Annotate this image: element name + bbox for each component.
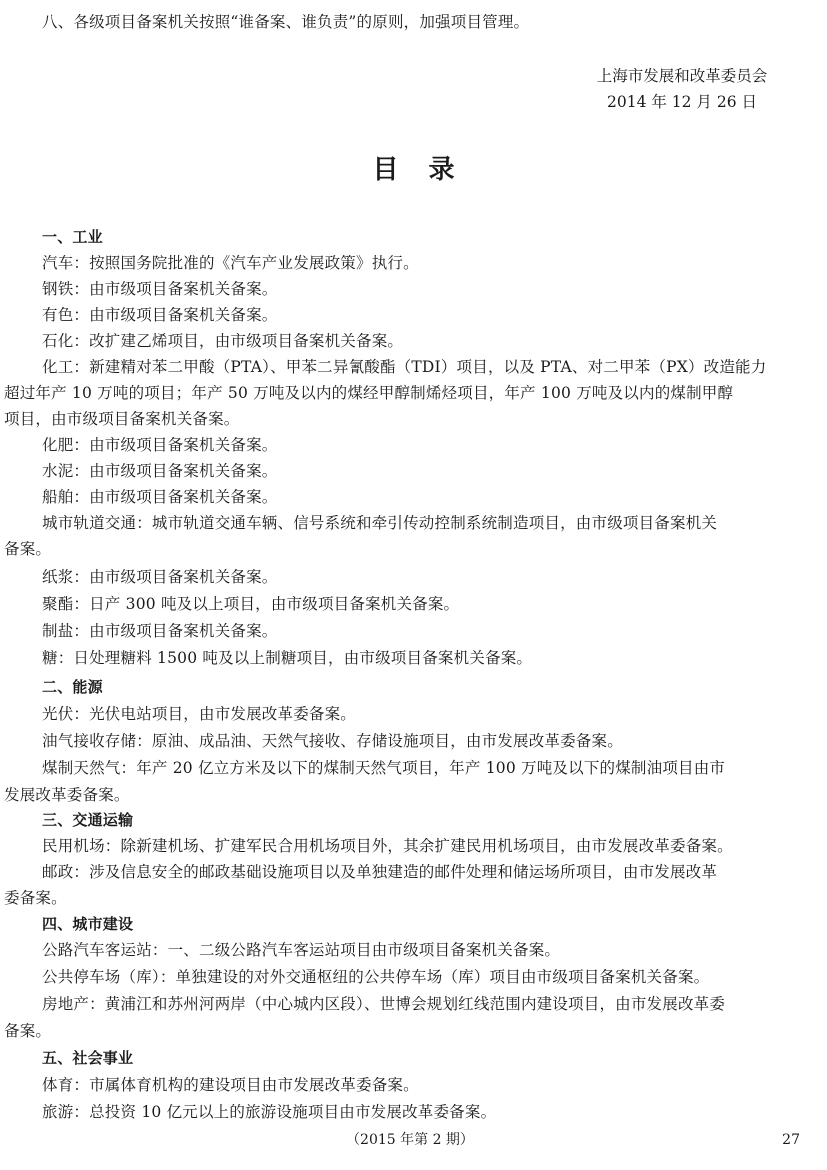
item-postal-line2: 委备案。 <box>4 889 67 907</box>
item-pulp: 纸浆：由市级项目备案机关备案。 <box>42 568 278 586</box>
item-rail-line1: 城市轨道交通：城市轨道交通车辆、信号系统和牵引传动控制系统制造项目，由市级项目备案机关 <box>42 514 718 532</box>
item-sugar: 糖：日处理糖料 1500 吨及以上制糖项目，由市级项目备案机关备案。 <box>42 649 533 667</box>
item-sports: 体育：市属体育机构的建设项目由市发展改革委备案。 <box>42 1076 419 1094</box>
footer-issue: （2015 年第 2 期） <box>346 1132 474 1148</box>
item-steel: 钢铁：由市级项目备案机关备案。 <box>42 280 278 298</box>
item-fertilizer: 化肥：由市级项目备案机关备案。 <box>42 436 278 454</box>
item-coal-gas-line1: 煤制天然气：年产 20 亿立方米及以下的煤制天然气项目，年产 100 万吨及以下的煤制油项目由市 <box>42 759 726 777</box>
item-coal-gas-line2: 发展改革委备案。 <box>4 786 130 804</box>
item-ship: 船舶：由市级项目备案机关备案。 <box>42 488 278 506</box>
item-polyester: 聚酯：日产 300 吨及以上项目，由市级项目备案机关备案。 <box>42 595 460 613</box>
section-heading-industry: 一、工业 <box>42 228 103 246</box>
item-cement: 水泥：由市级项目备案机关备案。 <box>42 462 278 480</box>
item-solar: 光伏：光伏电站项目，由市发展改革委备案。 <box>42 705 357 723</box>
item-realestate-line2: 备案。 <box>4 1022 52 1040</box>
item-salt: 制盐：由市级项目备案机关备案。 <box>42 622 278 640</box>
item-rail-line2: 备案。 <box>4 540 52 558</box>
section-heading-social: 五、社会事业 <box>42 1049 134 1067</box>
section-heading-transport: 三、交通运输 <box>42 811 134 829</box>
item-chem-line2: 超过年产 10 万吨的项目；年产 50 万吨及以内的煤经甲醇制烯烃项目，年产 100 万吨及以内的煤制甲醇 <box>4 384 734 402</box>
item-realestate-line1: 房地产：黄浦江和苏州河两岸（中心城内区段）、世博会规划红线范围内建设项目，由市发展改革委 <box>42 995 726 1013</box>
signature-date: 2014 年 12 月 26 日 <box>606 93 758 111</box>
section-heading-urban: 四、城市建设 <box>42 915 134 933</box>
item-airport: 民用机场：除新建机场、扩建军民合用机场项目外，其余扩建民用机场项目，由市发展改革委备案。 <box>42 837 733 855</box>
item-postal-line1: 邮政：涉及信息安全的邮政基础设施项目以及单独建造的邮件处理和储运场所项目，由市发展改革 <box>42 863 718 881</box>
intro-item: 八、各级项目备案机关按照“谁备案、谁负责”的原则，加强项目管理。 <box>42 13 530 31</box>
item-parking: 公共停车场（库）：单独建设的对外交通枢纽的公共停车场（库）项目由市级项目备案机关备案。 <box>42 968 710 986</box>
item-bus-station: 公路汽车客运站：一、二级公路汽车客运站项目由市级项目备案机关备案。 <box>42 941 561 959</box>
footer-page-number: 27 <box>782 1132 800 1148</box>
item-petrochem: 石化：改扩建乙烯项目，由市级项目备案机关备案。 <box>42 332 404 350</box>
item-chem-line1: 化工：新建精对苯二甲酸（PTA）、甲苯二异氰酸酯（TDI）项目，以及 PTA、对二甲苯（PX）改造能力 <box>42 358 767 376</box>
signature-org: 上海市发展和改革委员会 <box>596 67 768 85</box>
section-heading-energy: 二、能源 <box>42 678 103 696</box>
item-oil-storage: 油气接收存储：原油、成品油、天然气接收、存储设施项目，由市发展改革委备案。 <box>42 732 623 750</box>
item-nonferrous: 有色：由市级项目备案机关备案。 <box>42 306 278 324</box>
item-tourism: 旅游：总投资 10 亿元以上的旅游设施项目由市发展改革委备案。 <box>42 1103 497 1121</box>
item-auto: 汽车：按照国务院批准的《汽车产业发展政策》执行。 <box>42 254 419 272</box>
item-chem-line3: 项目，由市级项目备案机关备案。 <box>4 410 240 428</box>
toc-title: 目录 <box>372 155 485 185</box>
